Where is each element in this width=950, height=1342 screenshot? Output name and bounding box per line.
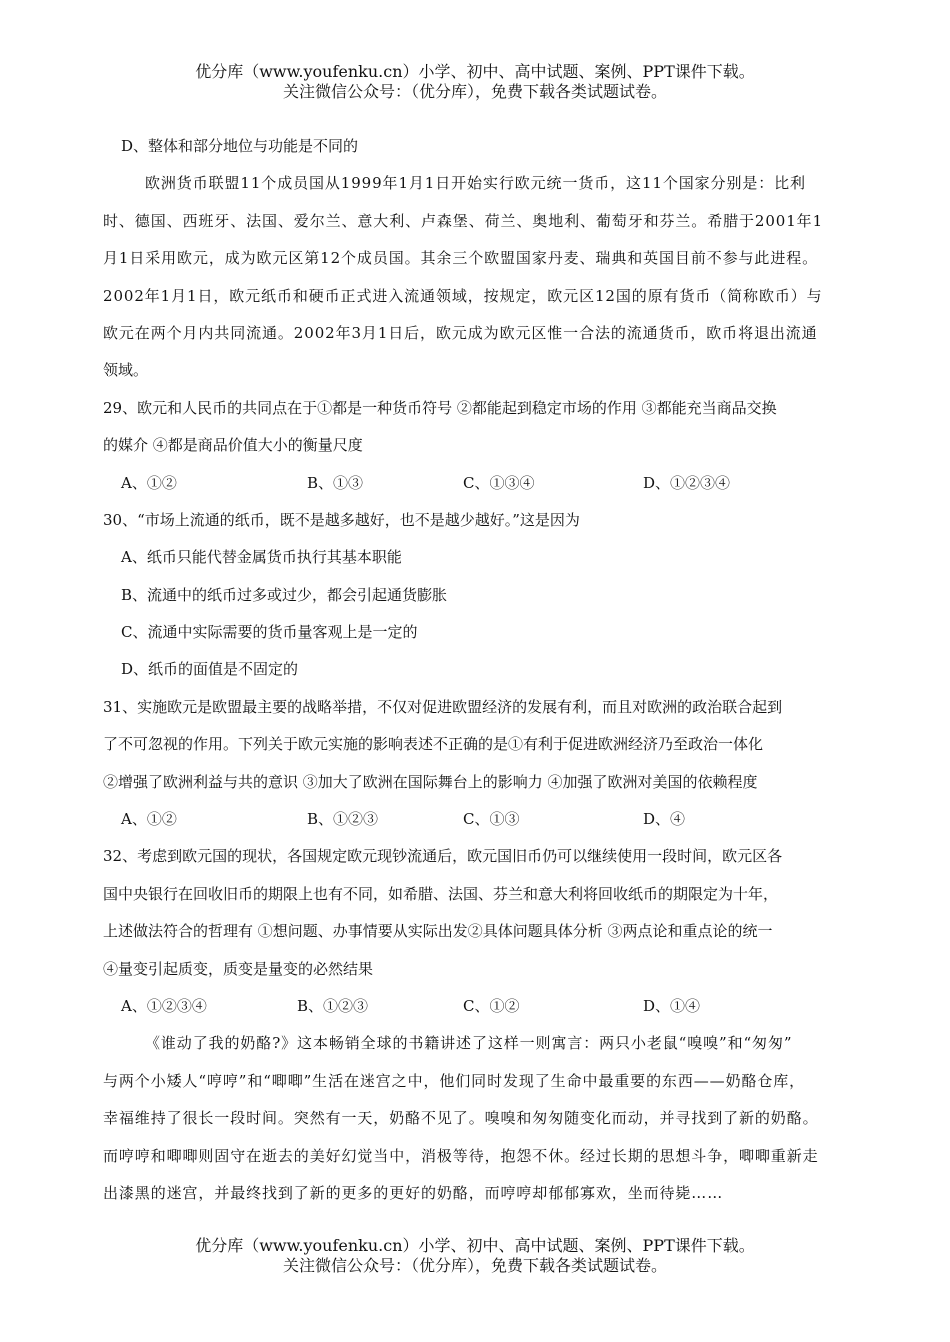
option-a: A、纸币只能代替金属货币执行其基本职能: [121, 548, 402, 567]
document-body: [103, 128, 848, 1212]
footer-line-1: 优分库（www.youfenku.cn）小学、初中、高中试题、案例、PPT课件下载。: [195, 1236, 755, 1255]
option-d: D、①②③④: [643, 473, 731, 492]
option-a: A、①②: [121, 473, 177, 492]
question-29-options: [103, 465, 848, 502]
option-c: C、流通中实际需要的货币量客观上是一定的: [121, 623, 418, 642]
footer-line-2: 关注微信公众号：（优分库），免费下载各类试题试卷。: [282, 1256, 667, 1275]
question-stem-line: 了不可忽视的作用。下列关于欧元实施的影响表述不正确的是①有利于促进欧洲经济乃至政治一体化: [103, 735, 764, 754]
question-stem-line: 上述做法符合的哲理有 ①想问题、办事情要从实际出发②具体问题具体分析 ③两点论和重点论的统一: [103, 922, 773, 941]
passage-line: 时、德国、西班牙、法国、爱尔兰、意大利、卢森堡、荷兰、奥地利、葡萄牙和芬兰。希腊于2001年1: [103, 211, 824, 230]
page-footer: [0, 1236, 950, 1276]
question-29: [103, 390, 848, 502]
option-a: A、①②: [121, 810, 177, 829]
passage-line: 与两个小矮人“哼哼”和“唧唧”生活在迷宫之中，他们同时发现了生命中最重要的东西——奶酪仓库，: [103, 1071, 806, 1090]
header-line-1: 优分库（www.youfenku.cn）小学、初中、高中试题、案例、PPT课件下载。: [195, 62, 755, 81]
passage-line: 《谁动了我的奶酪?》这本畅销全球的书籍讲述了这样一则寓言：两只小老鼠“嗅嗅”和“匆匆”: [145, 1034, 793, 1053]
question-32: [103, 838, 848, 1025]
option-a: A、①②③④: [121, 996, 207, 1015]
question-stem-line: 31、实施欧元是欧盟最主要的战略举措，不仅对促进欧盟经济的发展有利，而且对欧洲的政治联合起到: [103, 697, 783, 716]
question-stem-line: 32、考虑到欧元国的现状，各国规定欧元现钞流通后，欧元国旧币仍可以继续使用一段时间，欧元区各: [103, 847, 783, 866]
question-31-options: [103, 801, 848, 838]
passage-cheese: [103, 1025, 848, 1212]
option-b: B、①③: [307, 473, 364, 492]
question-stem-line: 国中央银行在回收旧币的期限上也有不同，如希腊、法国、芬兰和意大利将回收纸币的期限定为十年，: [103, 884, 779, 903]
option-d: D、④: [643, 810, 686, 829]
option-b: B、流通中的纸币过多或过少，都会引起通货膨胀: [121, 585, 448, 604]
question-31: [103, 689, 848, 839]
question-stem-line: ④量变引起质变，质变是量变的必然结果: [103, 959, 374, 978]
option-b: B、①②③: [297, 996, 369, 1015]
question-30: [103, 502, 848, 689]
prev-question-option-d: D、整体和部分地位与功能是不同的: [121, 137, 359, 155]
option-b: B、①②③: [307, 810, 379, 829]
question-stem-line: ②增强了欧洲利益与共的意识 ③加大了欧洲在国际舞台上的影响力 ④加强了欧洲对美国的依赖程度: [103, 772, 758, 791]
question-stem-line: 30、“市场上流通的纸币，既不是越多越好，也不是越少越好。”这是因为: [103, 510, 580, 529]
passage-line: 领域。: [103, 361, 149, 380]
option-c: C、①③: [463, 810, 520, 829]
page-header: [0, 62, 950, 102]
passage-line: 幸福维持了很长一段时间。突然有一天，奶酪不见了。嗅嗅和匆匆随变化而动，并寻找到了新的奶酪。: [103, 1109, 819, 1128]
passage-line: 欧洲货币联盟11个成员国从1999年1月1日开始实行欧元统一货币，这11个国家分别是：比利: [145, 174, 806, 193]
passage-line: 而哼哼和唧唧则固守在逝去的美好幻觉当中，消极等待，抱怨不休。经过长期的思想斗争，唧唧重新走: [103, 1146, 819, 1165]
passage-line: 月1日采用欧元，成为欧元区第12个成员国。其余三个欧盟国家丹麦、瑞典和英国目前不参与此进程。: [103, 249, 819, 268]
question-32-options: [103, 988, 848, 1025]
option-c: C、①②: [463, 996, 520, 1015]
passage-euro: [103, 165, 848, 389]
header-line-2: 关注微信公众号：（优分库），免费下载各类试题试卷。: [282, 82, 667, 101]
option-c: C、①③④: [463, 473, 535, 492]
passage-line: 2002年1月1日，欧元纸币和硬币正式进入流通领域，按规定，欧元区12国的原有货币（简称欧币）与: [103, 286, 823, 305]
passage-line: 欧元在两个月内共同流通。2002年3月1日后，欧元成为欧元区惟一合法的流通货币，欧币将退出流通: [103, 323, 818, 342]
passage-line: 出漆黑的迷宫，并最终找到了新的更多的更好的奶酪，而哼哼却郁郁寡欢，坐而待毙……: [103, 1183, 724, 1202]
option-d: D、①④: [643, 996, 701, 1015]
question-stem-line: 29、欧元和人民币的共同点在于①都是一种货币符号 ②都能起到稳定市场的作用 ③都能充当商品交换: [103, 398, 777, 417]
option-d: D、纸币的面值是不固定的: [121, 660, 299, 679]
question-stem-line: 的媒介 ④都是商品价值大小的衡量尺度: [103, 436, 363, 455]
